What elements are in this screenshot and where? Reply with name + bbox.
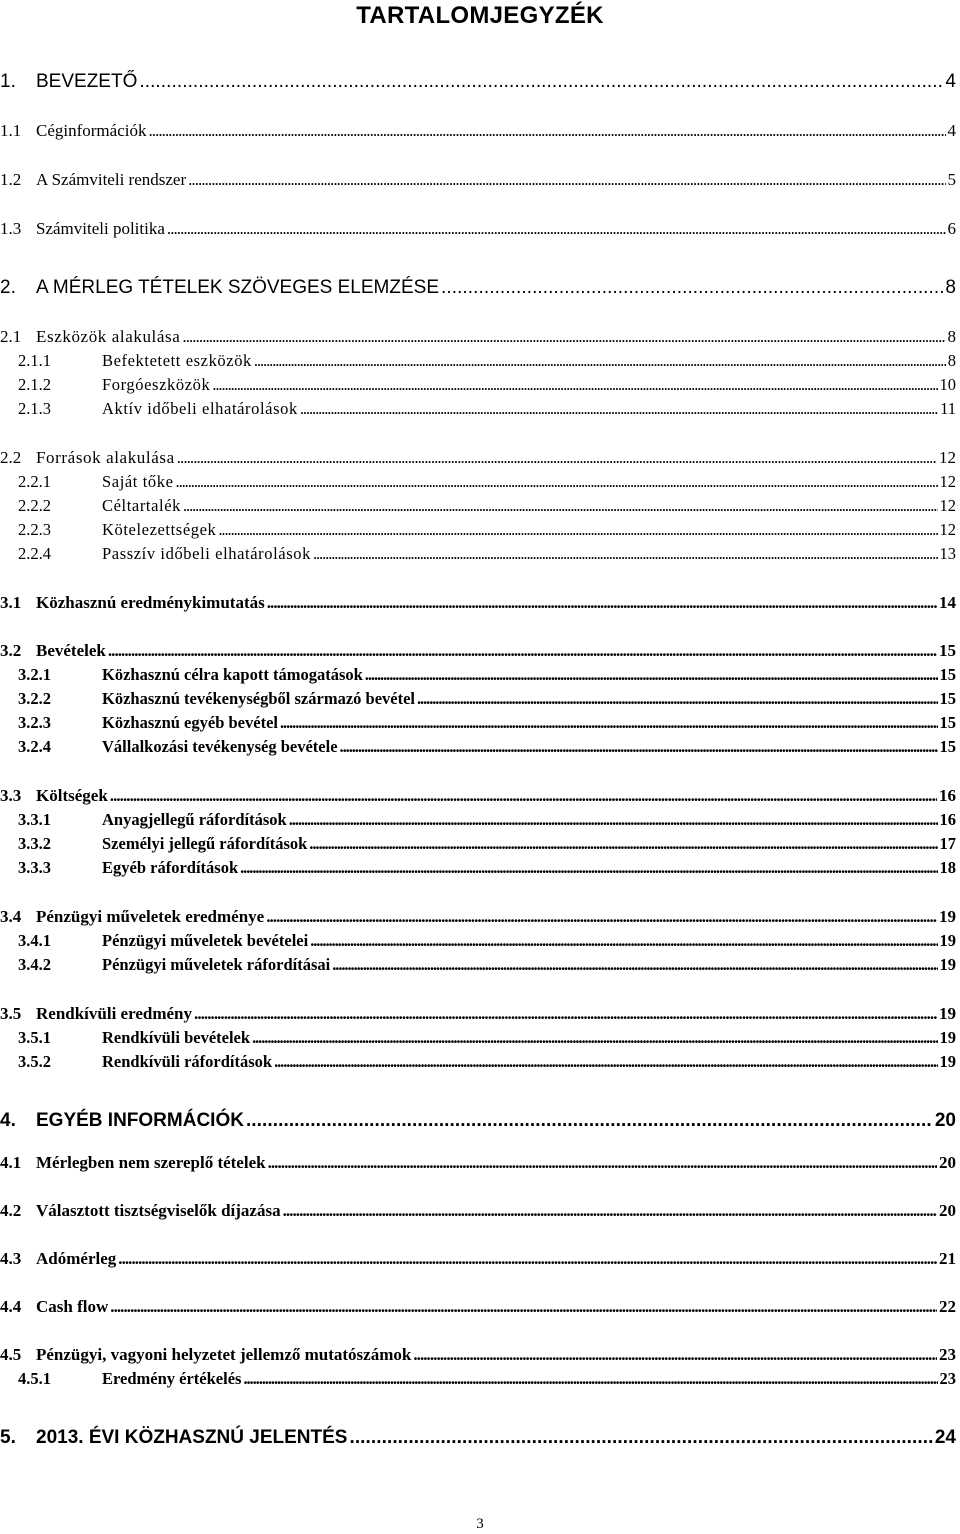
toc-entry-number: 3.3.2 — [18, 834, 51, 853]
toc-dot-leader — [349, 1426, 932, 1450]
toc-entry-text: BEVEZETŐ — [36, 71, 138, 92]
toc-entry-number: 2.1.1 — [18, 351, 51, 370]
toc-entry-text: Saját tőke — [102, 472, 174, 491]
toc-entry-text: Rendkívüli bevételek — [102, 1028, 251, 1047]
toc-entry-text: Költségek — [36, 786, 108, 805]
toc-entry-page: 16 — [939, 810, 956, 829]
toc-entry-3-1[interactable] — [0, 591, 956, 615]
toc-entry-number: 3.4.2 — [18, 955, 51, 974]
toc-entry-number: 1.1 — [0, 121, 22, 140]
toc-entry-page: 19 — [939, 1004, 956, 1023]
toc-entry-number: 5. — [0, 1427, 16, 1448]
toc-entry-page: 15 — [939, 689, 956, 708]
toc-entry-number: 3.2.1 — [18, 665, 51, 684]
toc-entry-number: 3.5.1 — [18, 1028, 51, 1047]
toc-entry-page: 10 — [939, 375, 956, 394]
toc-entry-text: Vállalkozási tevékenység bevétele — [102, 737, 338, 756]
toc-entry-3-3-1[interactable] — [0, 808, 956, 832]
toc-entry-2-2-1[interactable] — [0, 470, 956, 494]
toc-entry-text: Számviteli politika — [36, 219, 165, 238]
toc-entry-number: 3.2.4 — [18, 737, 51, 756]
toc-entry-number: 1.2 — [0, 170, 22, 189]
toc-entry-2-1[interactable] — [0, 325, 956, 349]
toc-dot-leader — [177, 446, 937, 470]
toc-entry-page: 12 — [939, 520, 956, 539]
toc-dot-leader — [183, 494, 938, 518]
toc-entry-number: 3.3.1 — [18, 810, 51, 829]
toc-dot-leader — [188, 168, 945, 192]
toc-entry-chapter-5[interactable] — [0, 1426, 956, 1450]
toc-dot-leader — [218, 518, 937, 542]
toc-entry-number: 3.3.3 — [18, 858, 51, 877]
toc-dot-leader — [110, 784, 937, 808]
toc-entry-page: 20 — [939, 1153, 956, 1172]
toc-entry-3-2[interactable] — [0, 639, 956, 663]
toc-entry-1-3[interactable] — [0, 217, 956, 241]
toc-entry-1-1[interactable] — [0, 119, 956, 143]
toc-entry-3-4-1[interactable] — [0, 929, 956, 953]
toc-entry-page: 12 — [939, 448, 956, 467]
toc-entry-text: Közhasznú eredménykimutatás — [36, 593, 265, 612]
toc-entry-number: 4.1 — [0, 1153, 22, 1172]
toc-entry-text: Eredmény értékelés — [102, 1369, 242, 1388]
toc-entry-chapter-1[interactable] — [0, 70, 956, 94]
toc-entry-page: 19 — [939, 907, 956, 926]
toc-entry-page: 17 — [939, 834, 956, 853]
toc-dot-leader — [252, 1026, 937, 1050]
toc-dot-leader — [283, 1199, 937, 1223]
toc-entry-text: 2013. ÉVI KÖZHASZNÚ JELENTÉS — [36, 1427, 348, 1448]
page-number: 3 — [476, 1516, 484, 1532]
toc-entry-4-3[interactable] — [0, 1247, 956, 1271]
toc-dot-leader — [441, 276, 943, 300]
toc-entry-text: Rendkívüli eredmény — [36, 1004, 193, 1023]
toc-entry-page: 4 — [945, 71, 956, 92]
toc-dot-leader — [413, 1343, 937, 1367]
toc-entry-text: Közhasznú tevékenységből származó bevétel — [102, 689, 415, 708]
toc-dot-leader — [194, 1002, 937, 1026]
toc-entry-3-4[interactable] — [0, 905, 956, 929]
toc-entry-text: Választott tisztségviselők díjazása — [36, 1201, 281, 1220]
toc-entry-page: 21 — [939, 1249, 956, 1268]
toc-entry-3-2-4[interactable] — [0, 735, 956, 759]
toc-dot-leader — [268, 1151, 937, 1175]
toc-entry-page: 5 — [947, 170, 956, 189]
toc-entry-3-5[interactable] — [0, 1002, 956, 1026]
toc-entry-number: 2.1.3 — [18, 399, 51, 418]
toc-entry-1-2[interactable] — [0, 168, 956, 192]
toc-entry-number: 1.3 — [0, 219, 22, 238]
toc-title: TARTALOMJEGYZÉK — [356, 2, 604, 29]
toc-dot-leader — [182, 325, 945, 349]
toc-entry-2-2-2[interactable] — [0, 494, 956, 518]
toc-entry-number: 4.5.1 — [18, 1369, 51, 1388]
toc-entry-page: 14 — [939, 593, 956, 612]
toc-entry-2-1-1[interactable] — [0, 349, 956, 373]
toc-entry-number: 2.2.1 — [18, 472, 51, 491]
toc-entry-text: Közhasznú egyéb bevétel — [102, 713, 278, 732]
toc-entry-page: 15 — [939, 641, 956, 660]
toc-dot-leader — [274, 1050, 937, 1074]
toc-entry-number: 4.4 — [0, 1297, 22, 1316]
toc-entry-3-2-1[interactable] — [0, 663, 956, 687]
toc-dot-leader — [110, 1295, 937, 1319]
toc-dot-leader — [300, 397, 938, 421]
toc-dot-leader — [340, 735, 938, 759]
toc-entry-text: Céltartalék — [102, 496, 181, 515]
toc-entry-2-2-4[interactable] — [0, 542, 956, 566]
toc-dot-leader — [243, 1367, 937, 1391]
toc-entry-number: 2.2.3 — [18, 520, 51, 539]
toc-entry-number: 3.4.1 — [18, 931, 51, 950]
toc-dot-leader — [289, 808, 938, 832]
toc-entry-4-4[interactable] — [0, 1295, 956, 1319]
toc-entry-page: 20 — [934, 1110, 956, 1131]
toc-entry-text: Anyagjellegű ráfordítások — [102, 810, 287, 829]
toc-entry-page: 23 — [939, 1369, 956, 1388]
toc-entry-page: 8 — [945, 277, 956, 298]
toc-entry-number: 4.5 — [0, 1345, 22, 1364]
toc-entry-text: Rendkívüli ráfordítások — [102, 1052, 273, 1071]
toc-entry-2-1-3[interactable] — [0, 397, 956, 421]
toc-dot-leader — [266, 905, 937, 929]
toc-dot-leader — [118, 1247, 937, 1271]
toc-entry-number: 2.2.2 — [18, 496, 51, 515]
toc-entry-number: 3.5 — [0, 1004, 22, 1023]
toc-dot-leader — [212, 373, 937, 397]
toc-entry-number: 3.4 — [0, 907, 22, 926]
toc-entry-3-2-3[interactable] — [0, 711, 956, 735]
toc-entry-number: 2.2 — [0, 448, 22, 467]
toc-entry-page: 23 — [939, 1345, 956, 1364]
toc-entry-number: 3.3 — [0, 786, 22, 805]
toc-entry-text: A Számviteli rendszer — [36, 170, 187, 189]
toc-entry-text: Passzív időbeli elhatárolások — [102, 544, 311, 563]
toc-entry-3-3-2[interactable] — [0, 832, 956, 856]
toc-entry-number: 3.1 — [0, 593, 22, 612]
toc-entry-page: 19 — [939, 1028, 956, 1047]
toc-dot-leader — [254, 349, 946, 373]
toc-entry-4-2[interactable] — [0, 1199, 956, 1223]
toc-dot-leader — [246, 1109, 933, 1133]
toc-dot-leader — [365, 663, 938, 687]
toc-entry-number: 3.2.3 — [18, 713, 51, 732]
toc-entry-text: Pénzügyi műveletek bevételei — [102, 931, 309, 950]
toc-entry-text: Pénzügyi műveletek eredménye — [36, 907, 265, 926]
toc-dot-leader — [280, 711, 938, 735]
toc-entry-page: 8 — [947, 351, 956, 370]
toc-dot-leader — [309, 832, 937, 856]
toc-dot-leader — [310, 929, 937, 953]
toc-entry-page: 19 — [939, 1052, 956, 1071]
toc-entry-page: 15 — [939, 713, 956, 732]
toc-entry-number: 4.3 — [0, 1249, 22, 1268]
toc-entry-3-2-2[interactable] — [0, 687, 956, 711]
toc-entry-page: 24 — [934, 1427, 956, 1448]
toc-entry-page: 16 — [939, 786, 956, 805]
toc-entry-3-4-2[interactable] — [0, 953, 956, 977]
toc-entry-4-5-1[interactable] — [0, 1367, 956, 1391]
toc-dot-leader — [167, 217, 946, 241]
toc-entry-3-5-2[interactable] — [0, 1050, 956, 1074]
toc-entry-page: 18 — [939, 858, 956, 877]
toc-entry-number: 2.2.4 — [18, 544, 51, 563]
toc-entry-2-2[interactable] — [0, 446, 956, 470]
toc-entry-text: Források alakulása — [36, 448, 175, 467]
toc-entry-4-5[interactable] — [0, 1343, 956, 1367]
toc-entry-page: 20 — [939, 1201, 956, 1220]
toc-entry-page: 19 — [939, 931, 956, 950]
toc-entry-4-1[interactable] — [0, 1151, 956, 1175]
toc-entry-number: 3.2 — [0, 641, 22, 660]
toc-entry-number: 3.2.2 — [18, 689, 51, 708]
toc-entry-2-2-3[interactable] — [0, 518, 956, 542]
toc-dot-leader — [176, 470, 938, 494]
toc-entry-page: 12 — [939, 496, 956, 515]
toc-dot-leader — [139, 70, 943, 94]
toc-entry-page: 13 — [939, 544, 956, 563]
toc-entry-page: 8 — [947, 327, 956, 346]
toc-entry-text: EGYÉB INFORMÁCIÓK — [36, 1110, 244, 1131]
toc-entry-number: 4. — [0, 1110, 16, 1131]
toc-dot-leader — [313, 542, 938, 566]
toc-dot-leader — [332, 953, 937, 977]
toc-entry-text: Közhasznú célra kapott támogatások — [102, 665, 363, 684]
toc-entry-text: Céginformációk — [36, 121, 147, 140]
toc-entry-page: 15 — [939, 737, 956, 756]
toc-entry-text: Befektetett eszközök — [102, 351, 252, 370]
toc-dot-leader — [417, 687, 938, 711]
toc-entry-text: Bevételek — [36, 641, 106, 660]
toc-entry-number: 2.1 — [0, 327, 22, 346]
toc-entry-number: 2. — [0, 277, 16, 298]
toc-entry-page: 12 — [939, 472, 956, 491]
toc-entry-text: Mérlegben nem szereplő tételek — [36, 1153, 266, 1172]
toc-entry-page: 6 — [947, 219, 956, 238]
toc-dot-leader — [148, 119, 945, 143]
toc-entry-text: Cash flow — [36, 1297, 109, 1316]
toc-entry-number: 3.5.2 — [18, 1052, 51, 1071]
toc-entry-text: Aktív időbeli elhatárolások — [102, 399, 298, 418]
toc-entry-number: 4.2 — [0, 1201, 22, 1220]
toc-entry-3-5-1[interactable] — [0, 1026, 956, 1050]
toc-entry-3-3[interactable] — [0, 784, 956, 808]
toc-entry-text: Forgóeszközök — [102, 375, 211, 394]
toc-entry-number: 2.1.2 — [18, 375, 51, 394]
toc-entry-number: 1. — [0, 71, 16, 92]
toc-entry-page: 4 — [947, 121, 956, 140]
toc-entry-2-1-2[interactable] — [0, 373, 956, 397]
toc-entry-chapter-2[interactable] — [0, 276, 956, 300]
toc-dot-leader — [267, 591, 937, 615]
toc-entry-text: Pénzügyi, vagyoni helyzetet jellemző mutatószámok — [36, 1345, 412, 1364]
toc-entry-3-3-3[interactable] — [0, 856, 956, 880]
toc-entry-text: Adómérleg — [36, 1249, 117, 1268]
toc-dot-leader — [240, 856, 937, 880]
toc-entry-text: Eszközök alakulása — [36, 327, 181, 346]
toc-entry-page: 22 — [939, 1297, 956, 1316]
toc-entry-text: Kötelezettségek — [102, 520, 217, 539]
toc-entry-page: 15 — [939, 665, 956, 684]
toc-entry-page: 11 — [940, 399, 956, 418]
toc-entry-text: Egyéb ráfordítások — [102, 858, 239, 877]
toc-entry-text: Pénzügyi műveletek ráfordításai — [102, 955, 331, 974]
toc-entry-chapter-4[interactable] — [0, 1109, 956, 1133]
toc-entry-text: Személyi jellegű ráfordítások — [102, 834, 308, 853]
toc-dot-leader — [108, 639, 937, 663]
toc-entry-text: A MÉRLEG TÉTELEK SZÖVEGES ELEMZÉSE — [36, 277, 439, 298]
toc-entry-page: 19 — [939, 955, 956, 974]
